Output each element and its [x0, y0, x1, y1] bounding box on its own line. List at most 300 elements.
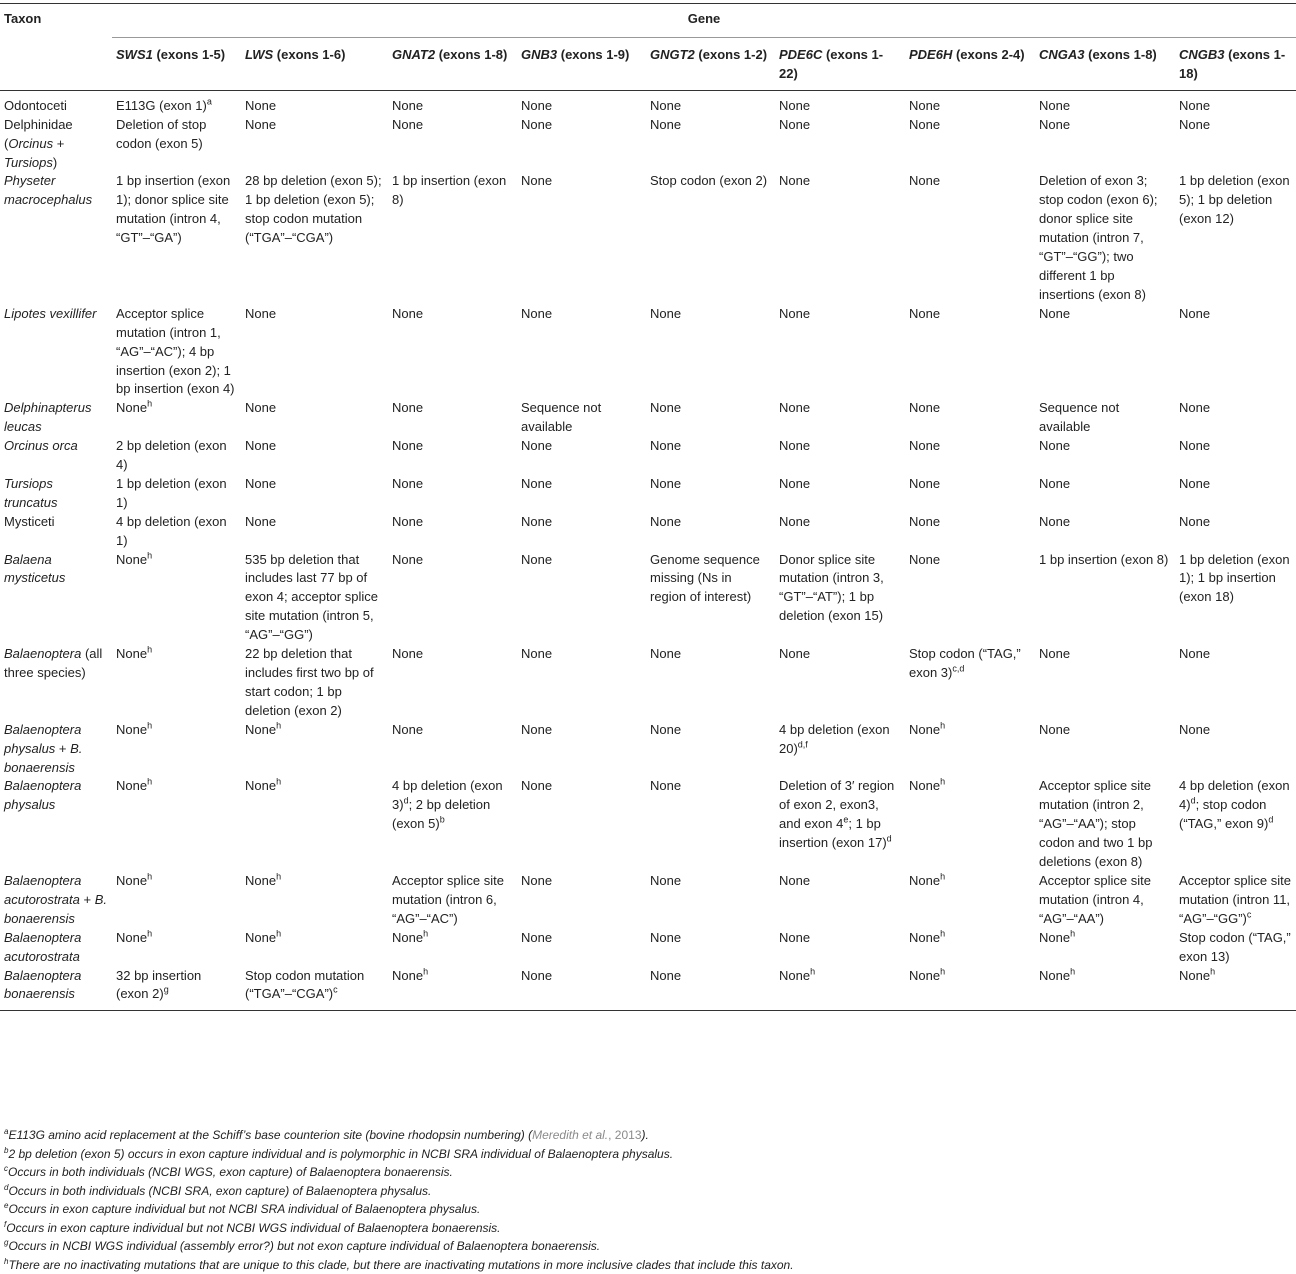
cell-text: None [392, 117, 423, 132]
cell-footnote-mark: g [164, 985, 169, 995]
cell-footnote-mark: h [940, 966, 945, 976]
cell-text: None [116, 873, 147, 888]
mutation-cell [388, 967, 517, 1011]
cell-text: 28 bp deletion (exon 5); 1 bp deletion (exon 5); stop codon mutation (“TGA”–“CGA”) [245, 173, 382, 245]
mutation-cell [517, 777, 646, 872]
cell-text: None [909, 968, 940, 983]
cell-text: None [1179, 400, 1210, 415]
mutation-cell [646, 399, 775, 437]
cell-footnote-mark: h [1070, 928, 1075, 938]
mutation-cell [905, 399, 1035, 437]
footnote-mark: h [4, 1257, 8, 1266]
mutation-cell [646, 90, 775, 115]
cell-footnote-mark: c,d [952, 664, 964, 674]
cell-footnote-mark: h [147, 720, 152, 730]
mutation-cell [1035, 551, 1175, 646]
cell-text: None [650, 646, 681, 661]
mutation-cell [388, 475, 517, 513]
mutation-cell [112, 872, 241, 929]
mutation-cell [517, 513, 646, 551]
mutation-cell [1035, 305, 1175, 400]
cell-text: ; 1 bp insertion (exon 17) [779, 816, 887, 850]
mutation-cell [1035, 475, 1175, 513]
cell-text: 1 bp deletion (exon 1) [116, 476, 227, 510]
table-row [0, 721, 1296, 778]
footnote-text: E113G amino acid replacement at the Schiff’s base counterion site (bovine rhodopsin numbering) ( [8, 1128, 532, 1142]
cell-text: None [521, 646, 552, 661]
cell-text: None [1179, 306, 1210, 321]
cell-text: None [245, 722, 276, 737]
mutation-cell [775, 90, 905, 115]
mutation-cell [388, 399, 517, 437]
cell-text: None [909, 778, 940, 793]
mutation-cell [1175, 645, 1296, 721]
mutation-cell [241, 90, 388, 115]
mutation-cell [1175, 399, 1296, 437]
footnote-g [4, 1237, 1284, 1256]
taxon-italic-text: Balaenoptera acutorostrata [4, 873, 81, 907]
taxon-cell [0, 645, 112, 721]
cell-text: 1 bp insertion (exon 8) [392, 173, 506, 207]
mutation-cell [1175, 777, 1296, 872]
mutation-cell [112, 777, 241, 872]
mutation-cell [517, 475, 646, 513]
cell-text: None [521, 173, 552, 188]
cell-footnote-mark: d [1268, 815, 1273, 825]
taxon-text: Odontoceti [4, 98, 67, 113]
cell-text: None [392, 400, 423, 415]
citation-year: , 2013 [608, 1128, 641, 1142]
footnote-text: Occurs in both individuals (NCBI SRA, exon capture) of Balaenoptera physalus. [8, 1184, 431, 1198]
cell-text: None [909, 930, 940, 945]
mutation-cell [1035, 645, 1175, 721]
cell-text: None [1179, 646, 1210, 661]
mutation-cell [388, 551, 517, 646]
mutation-cell [1035, 172, 1175, 304]
cell-text: 32 bp insertion (exon 2) [116, 968, 201, 1002]
gene-name: GNB3 [521, 47, 557, 62]
taxon-text: ) [53, 155, 57, 170]
mutation-cell [517, 305, 646, 400]
taxon-column-header: Taxon [0, 4, 112, 91]
cell-text: None [1039, 117, 1070, 132]
mutation-cell [905, 305, 1035, 400]
cell-text: None [779, 117, 810, 132]
mutation-cell [646, 475, 775, 513]
cell-text: None [245, 930, 276, 945]
cell-text: 4 bp deletion (exon 3) [392, 778, 503, 812]
cell-text: None [909, 552, 940, 567]
taxon-text: + [80, 892, 95, 907]
mutation-cell [905, 513, 1035, 551]
mutation-cell [517, 116, 646, 173]
cell-footnote-mark: d [1191, 796, 1196, 806]
cell-footnote-mark: h [147, 777, 152, 787]
mutation-cell [1035, 399, 1175, 437]
taxon-italic-text: Balaenoptera physalus [4, 778, 81, 812]
cell-footnote-mark: d,f [798, 739, 808, 749]
mutation-cell [775, 172, 905, 304]
footnote-text: Occurs in both individuals (NCBI WGS, exon capture) of Balaenoptera bonaerensis. [8, 1165, 453, 1179]
taxon-cell [0, 90, 112, 115]
cell-text: Deletion of 3′ region of exon 2, exon3, and exon 4 [779, 778, 894, 831]
cell-footnote-mark: h [423, 966, 428, 976]
taxon-cell [0, 399, 112, 437]
cell-text: Stop codon (“TAG,” exon 3) [909, 646, 1021, 680]
cell-text: None [909, 722, 940, 737]
mutation-cell [1175, 172, 1296, 304]
mutation-cell [241, 777, 388, 872]
mutation-cell [112, 929, 241, 967]
gene-header-gnb3 [517, 38, 646, 91]
cell-footnote-mark: h [147, 399, 152, 409]
mutation-cell [1175, 305, 1296, 400]
cell-text: None [650, 722, 681, 737]
table-row [0, 967, 1296, 1011]
mutation-cell [905, 645, 1035, 721]
footnote-tail: ). [642, 1128, 649, 1142]
taxon-text: Mysticeti [4, 514, 55, 529]
cell-text: None [650, 873, 681, 888]
gene-header-gngt2 [646, 38, 775, 91]
cell-text: None [521, 722, 552, 737]
mutation-cell [241, 116, 388, 173]
table-row [0, 645, 1296, 721]
gene-exon-range: (exons 1-18) [1179, 47, 1285, 81]
cell-text: None [779, 438, 810, 453]
mutation-cell [775, 777, 905, 872]
mutation-cell [905, 437, 1035, 475]
cell-text: None [1039, 476, 1070, 491]
cell-text: 1 bp insertion (exon 8) [1039, 552, 1168, 567]
cell-footnote-mark: h [276, 777, 281, 787]
mutation-cell [1035, 513, 1175, 551]
footnote-f [4, 1219, 1284, 1238]
cell-footnote-mark: d [887, 834, 892, 844]
cell-text: None [521, 98, 552, 113]
table-row [0, 305, 1296, 400]
cell-footnote-mark: h [810, 966, 815, 976]
cell-text: Stop codon (“TAG,” exon 13) [1179, 930, 1291, 964]
cell-text: None [245, 98, 276, 113]
mutation-cell [905, 90, 1035, 115]
cell-footnote-mark: e [843, 815, 848, 825]
cell-text: ; stop codon (“TAG,” exon 9) [1179, 797, 1268, 831]
mutation-cell [517, 645, 646, 721]
footnote-mark: e [4, 1201, 8, 1210]
mutation-cell [1175, 967, 1296, 1011]
footnote-text: Occurs in exon capture individual but not NCBI SRA individual of Balaenoptera physalus. [8, 1202, 480, 1216]
cell-footnote-mark: c [333, 985, 338, 995]
mutation-cell [112, 513, 241, 551]
citation-link[interactable] [532, 1128, 641, 1142]
cell-text: 2 bp deletion (exon 4) [116, 438, 227, 472]
taxon-text: + [55, 741, 70, 756]
mutation-cell [241, 513, 388, 551]
cell-text: None [650, 306, 681, 321]
cell-text: None [392, 98, 423, 113]
mutation-cell [646, 551, 775, 646]
gene-exon-range: (exons 1-22) [779, 47, 883, 81]
cell-text: None [650, 778, 681, 793]
mutation-cell [112, 721, 241, 778]
cell-footnote-mark: h [147, 550, 152, 560]
gene-header-pde6h [905, 38, 1035, 91]
taxon-cell [0, 116, 112, 173]
cell-text: None [1039, 930, 1070, 945]
cell-text: None [779, 173, 810, 188]
footnote-text: Occurs in NCBI WGS individual (assembly error?) but not exon capture individual of Balaenoptera bonaerensis. [8, 1239, 600, 1253]
cell-footnote-mark: d [404, 796, 409, 806]
cell-text: Stop codon (exon 2) [650, 173, 767, 188]
taxon-italic-text: Lipotes vexillifer [4, 306, 97, 321]
mutation-cell [646, 967, 775, 1011]
mutation-cell [112, 645, 241, 721]
cell-text: Acceptor splice mutation (intron 1, “AG”–“AC”); 4 bp insertion (exon 2); 1 bp insertion (exon 4) [116, 306, 235, 397]
taxon-italic-text: Balaenoptera bonaerensis [4, 968, 81, 1002]
cell-footnote-mark: c [1247, 909, 1252, 919]
mutation-cell [646, 929, 775, 967]
mutation-cell [1175, 872, 1296, 929]
cell-text: None [1039, 646, 1070, 661]
mutation-cell [112, 116, 241, 173]
cell-text: None [909, 514, 940, 529]
gene-header-cnga3 [1035, 38, 1175, 91]
mutation-cell [388, 872, 517, 929]
cell-text: 1 bp deletion (exon 5); 1 bp deletion (exon 12) [1179, 173, 1290, 226]
table-row [0, 777, 1296, 872]
cell-text: None [245, 438, 276, 453]
mutation-cell [517, 399, 646, 437]
taxon-italic-text: Balaenoptera physalus [4, 722, 81, 756]
cell-text: Deletion of stop codon (exon 5) [116, 117, 206, 151]
mutation-cell [905, 172, 1035, 304]
cell-footnote-mark: h [276, 928, 281, 938]
gene-name: CNGA3 [1039, 47, 1085, 62]
cell-text: None [1179, 476, 1210, 491]
mutation-cell [905, 116, 1035, 173]
taxon-italic-text: Balaenoptera acutorostrata [4, 930, 81, 964]
cell-text: None [116, 552, 147, 567]
cell-text: None [1179, 722, 1210, 737]
cell-text: None [779, 930, 810, 945]
gene-exon-range: (exons 1-6) [273, 47, 345, 62]
cell-text: None [1039, 98, 1070, 113]
taxon-cell [0, 551, 112, 646]
footnote-b [4, 1145, 1284, 1164]
cell-text: None [779, 306, 810, 321]
cell-text: None [779, 646, 810, 661]
cell-footnote-mark: a [207, 96, 212, 106]
footnote-text: There are no inactivating mutations that are unique to this clade, but there are inactivating mutations in more inclusive clades that include this taxon. [8, 1258, 793, 1272]
cell-text: 4 bp deletion (exon 4) [1179, 778, 1290, 812]
mutation-cell [517, 90, 646, 115]
cell-text: None [1039, 514, 1070, 529]
cell-text: None [650, 438, 681, 453]
taxon-cell [0, 475, 112, 513]
mutation-cell [112, 437, 241, 475]
taxon-cell [0, 721, 112, 778]
gene-exon-range: (exons 1-2) [695, 47, 767, 62]
mutation-cell [775, 967, 905, 1011]
cell-text: 22 bp deletion that includes first two bp of start codon; 1 bp deletion (exon 2) [245, 646, 374, 718]
cell-text: None [909, 117, 940, 132]
cell-text: Acceptor splice site mutation (intron 4, “AG”–“AA”) [1039, 873, 1151, 926]
cell-text: None [650, 968, 681, 983]
gene-name: GNAT2 [392, 47, 435, 62]
cell-text: None [650, 98, 681, 113]
mutation-cell [646, 437, 775, 475]
mutation-cell [1175, 437, 1296, 475]
cell-text: None [1039, 438, 1070, 453]
cell-text: 4 bp deletion (exon 20) [779, 722, 890, 756]
gene-header-lws [241, 38, 388, 91]
cell-text: None [392, 306, 423, 321]
cell-text: None [116, 400, 147, 415]
cell-text: None [521, 552, 552, 567]
cell-text: None [909, 98, 940, 113]
taxon-italic-text: B. bonaerensis [4, 892, 107, 926]
taxon-cell [0, 967, 112, 1011]
mutation-cell [517, 721, 646, 778]
mutation-cell [112, 475, 241, 513]
cell-text: None [245, 778, 276, 793]
mutation-cell [388, 437, 517, 475]
mutation-cell [388, 116, 517, 173]
footnote-a [4, 1126, 1284, 1145]
gene-header-sws1 [112, 38, 241, 91]
mutation-cell [1035, 967, 1175, 1011]
cell-footnote-mark: h [1210, 966, 1215, 976]
mutation-cell [905, 967, 1035, 1011]
mutation-cell [388, 90, 517, 115]
cell-text: None [909, 438, 940, 453]
cell-text: None [521, 476, 552, 491]
cell-text: None [1179, 514, 1210, 529]
gene-name: CNGB3 [1179, 47, 1225, 62]
footnote-h [4, 1256, 1284, 1274]
mutation-cell [112, 551, 241, 646]
mutation-cell [1175, 513, 1296, 551]
cell-text: None [245, 400, 276, 415]
mutation-cell [905, 777, 1035, 872]
cell-text: None [245, 476, 276, 491]
mutation-cell [775, 929, 905, 967]
mutation-cell [241, 929, 388, 967]
cell-text: None [779, 514, 810, 529]
cell-text: None [779, 476, 810, 491]
mutation-cell [517, 437, 646, 475]
footnote-mark: b [4, 1146, 8, 1155]
mutation-cell [517, 172, 646, 304]
table-row [0, 475, 1296, 513]
mutation-cell [517, 967, 646, 1011]
mutation-cell [241, 305, 388, 400]
mutation-cell [517, 551, 646, 646]
mutation-cell [517, 929, 646, 967]
mutation-cell [1175, 551, 1296, 646]
cell-text: None [245, 514, 276, 529]
taxon-cell [0, 513, 112, 551]
cell-text: Genome sequence missing (Ns in region of interest) [650, 552, 760, 605]
cell-text: None [245, 873, 276, 888]
mutation-cell [1175, 475, 1296, 513]
cell-text: None [1039, 968, 1070, 983]
mutation-cell [1035, 721, 1175, 778]
taxon-italic-text: Tursiops truncatus [4, 476, 57, 510]
cell-text: E113G (exon 1) [116, 98, 207, 113]
cell-text: None [521, 514, 552, 529]
taxon-cell [0, 172, 112, 304]
footnote-mark: c [4, 1164, 8, 1173]
mutation-cell [388, 305, 517, 400]
taxon-italic-text: Physeter macrocephalus [4, 173, 92, 207]
gene-header-row [0, 38, 1296, 91]
cell-text: None [521, 968, 552, 983]
gene-name: PDE6H [909, 47, 952, 62]
cell-text: None [116, 722, 147, 737]
mutation-cell [112, 967, 241, 1011]
cell-text: Deletion of exon 3; stop codon (exon 6); donor splice site mutation (intron 7, “GT”–“GG”); two different 1 bp insertions (exon 8) [1039, 173, 1158, 301]
cell-text: 1 bp deletion (exon 1); 1 bp insertion (exon 18) [1179, 552, 1290, 605]
taxon-text: (all three species) [4, 646, 102, 680]
gene-exon-range: (exons 1-5) [153, 47, 225, 62]
cell-text: None [392, 552, 423, 567]
cell-text: None [1039, 306, 1070, 321]
mutation-cell [1175, 116, 1296, 173]
cell-text: None [521, 438, 552, 453]
mutation-cell [1035, 116, 1175, 173]
mutation-cell [241, 437, 388, 475]
mutation-cell [388, 721, 517, 778]
cell-text: None [392, 514, 423, 529]
mutation-cell [388, 777, 517, 872]
mutation-cell [517, 872, 646, 929]
cell-footnote-mark: h [1070, 966, 1075, 976]
cell-footnote-mark: h [147, 928, 152, 938]
mutation-cell [775, 721, 905, 778]
gene-header-gnat2 [388, 38, 517, 91]
cell-text: Acceptor splice site mutation (intron 2, “AG”–“AA”); stop codon and two 1 bp deletions (exon 8) [1039, 778, 1152, 869]
cell-text: None [650, 930, 681, 945]
mutation-cell [388, 172, 517, 304]
mutation-cell [905, 475, 1035, 513]
mutation-cell [1035, 90, 1175, 115]
gene-exon-range: (exons 1-9) [557, 47, 629, 62]
mutation-cell [241, 645, 388, 721]
gene-column-group-header: Gene [112, 4, 1296, 38]
footnote-c [4, 1163, 1284, 1182]
cell-footnote-mark: h [276, 872, 281, 882]
taxon-italic-text: Delphinapterus leucas [4, 400, 91, 434]
table-row [0, 399, 1296, 437]
cell-text: None [392, 968, 423, 983]
citation-author: Meredith et al. [532, 1128, 608, 1142]
gene-exon-range: (exons 1-8) [1085, 47, 1157, 62]
cell-text: 1 bp insertion (exon 1); donor splice site mutation (intron 4, “GT”–“GA”) [116, 173, 230, 245]
mutation-cell [775, 872, 905, 929]
footnote-text: 2 bp deletion (exon 5) occurs in exon capture individual and is polymorphic in NCBI SRA individual of Balaenoptera physalus. [8, 1147, 673, 1161]
taxon-cell [0, 437, 112, 475]
cell-text: None [909, 873, 940, 888]
cell-text: 535 bp deletion that includes last 77 bp of exon 4; acceptor splice site mutation (intron 5, “AG”–“GG”) [245, 552, 378, 643]
footnote-e [4, 1200, 1284, 1219]
cell-text: Sequence not available [1039, 400, 1119, 434]
mutation-cell [775, 551, 905, 646]
mutation-cell [388, 513, 517, 551]
mutation-cell [646, 721, 775, 778]
table-row [0, 90, 1296, 115]
